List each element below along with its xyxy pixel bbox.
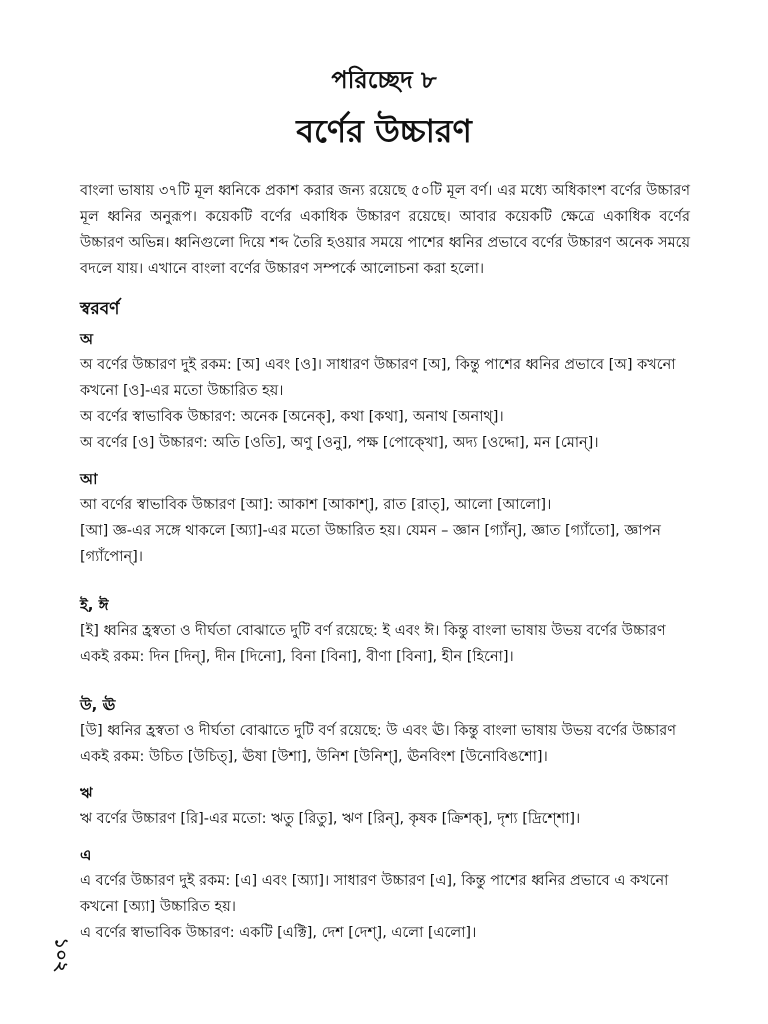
page-number <box>38 918 82 992</box>
entry-heading: ই, ঈ <box>80 596 109 614</box>
entry-aa <box>80 466 690 570</box>
chapter-title: বর্ণের উচ্চারণ <box>296 112 472 150</box>
entry-a <box>80 326 690 456</box>
intro-paragraph: বাংলা ভাষায় ৩৭টি মূল ধ্বনিকে প্রকাশ করার জন্য রয়েছে ৫০টি মূল বর্ণ। এর মধ্যে অধিকাংশ বর্ণের উচ্চারণ মূল ধ্বনির অনুরূপ। কয়েকটি বর্ণের একাধিক উচ্চারণ রয়েছে। আবার কয়েকটি ক্ষেত্রে একাধিক বর্ণের উচ্চারণ অভিন্ন। ধ্বনিগুলো দিয়ে শব্দ তৈরি হওয়ার সময়ে পাশের ধ্বনির প্রভাবে বর্ণের উচ্চারণ অনেক সময়ে বদলে যায়। এখানে বাংলা বর্ণের উচ্চারণ সম্পর্কে আলোচনা করা হলো। <box>80 183 690 277</box>
entry-paragraph: অ বর্ণের উচ্চারণ দুই রকম: [অ] এবং [ও]। সাধারণ উচ্চারণ [অ], কিন্তু পাশের ধ্বনির প্রভাবে [অ] কখনো কখনো [ও]-এর মতো উচ্চারিত হয়। <box>80 357 676 399</box>
entry-i <box>80 592 690 670</box>
entry-heading: ঋ <box>80 784 93 802</box>
entry-e <box>80 842 690 946</box>
entry-paragraph: এ বর্ণের উচ্চারণ দুই রকম: [এ] এবং [অ্যা]। সাধারণ উচ্চারণ [এ], কিন্তু পাশের ধ্বনির প্রভাবে এ কখনো কখনো [অ্যা] উচ্চারিত হয়। <box>80 873 669 915</box>
entry-paragraph: আ বর্ণের স্বাভাবিক উচ্চারণ [আ]: আকাশ [আকাশ্], রাত [রাত্], আলো [আলো]। <box>80 497 552 513</box>
chapter-label: পরিচ্ছেদ ৮ <box>331 66 437 94</box>
entry-heading: উ, ঊ <box>80 696 116 714</box>
page-number-text: ১০২ <box>50 937 72 973</box>
entry-paragraph: [উ] ধ্বনির হ্রস্বতা ও দীর্ঘতা বোঝাতে দুটি বর্ণ রয়েছে: উ এবং ঊ। কিন্তু বাংলা ভাষায় উভয় বর্ণের উচ্চারণ একই রকম: উচিত [উচিত্], ঊষা [উশা], উনিশ [উনিশ্], ঊনবিংশ [উনোবিঙশো]। <box>80 723 677 765</box>
entry-paragraph: অ বর্ণের স্বাভাবিক উচ্চারণ: অনেক [অনেক্], কথা [কথা], অনাথ [অনাথ্]। <box>80 409 504 425</box>
entry-heading: আ <box>80 470 98 488</box>
section-heading: স্বরবর্ণ <box>80 299 120 319</box>
entry-paragraph: [আ] জ্ঞ-এর সঙ্গে থাকলে [অ্যা]-এর মতো উচ্চারিত হয়। যেমন – জ্ঞান [গ্যাঁন্], জ্ঞাত [গ্যাঁতো], জ্ঞাপন [গ্যাঁপোন্]। <box>80 523 661 565</box>
entry-heading: এ <box>80 846 92 864</box>
entry-paragraph: ঋ বর্ণের উচ্চারণ [রি]-এর মতো: ঋতু [রিতু], ঋণ [রিন্], কৃষক [ক্রিশক্], দৃশ্য [দ্রিশ্শো]। <box>80 811 581 827</box>
entry-paragraph: [ই] ধ্বনির হ্রস্বতা ও দীর্ঘতা বোঝাতে দুটি বর্ণ রয়েছে: ই এবং ঈ। কিন্তু বাংলা ভাষায় উভয় বর্ণের উচ্চারণ একই রকম: দিন [দিন্], দীন [দিনো], বিনা [বিনা], বীণা [বিনা], হীন [হিনো]। <box>80 623 666 665</box>
entry-ri <box>80 780 690 832</box>
entry-u <box>80 692 690 770</box>
entry-paragraph: অ বর্ণের [ও] উচ্চারণ: অতি [ওতি], অণু [ওনু], পক্ষ [পোক্খো], অদ্য [ওদ্দো], মন [মোন্]। <box>80 435 599 451</box>
entry-paragraph: এ বর্ণের স্বাভাবিক উচ্চারণ: একটি [এক্টি], দেশ [দেশ্], এলো [এলো]। <box>80 925 477 941</box>
entry-heading: অ <box>80 330 93 348</box>
chapter-body <box>80 178 690 956</box>
